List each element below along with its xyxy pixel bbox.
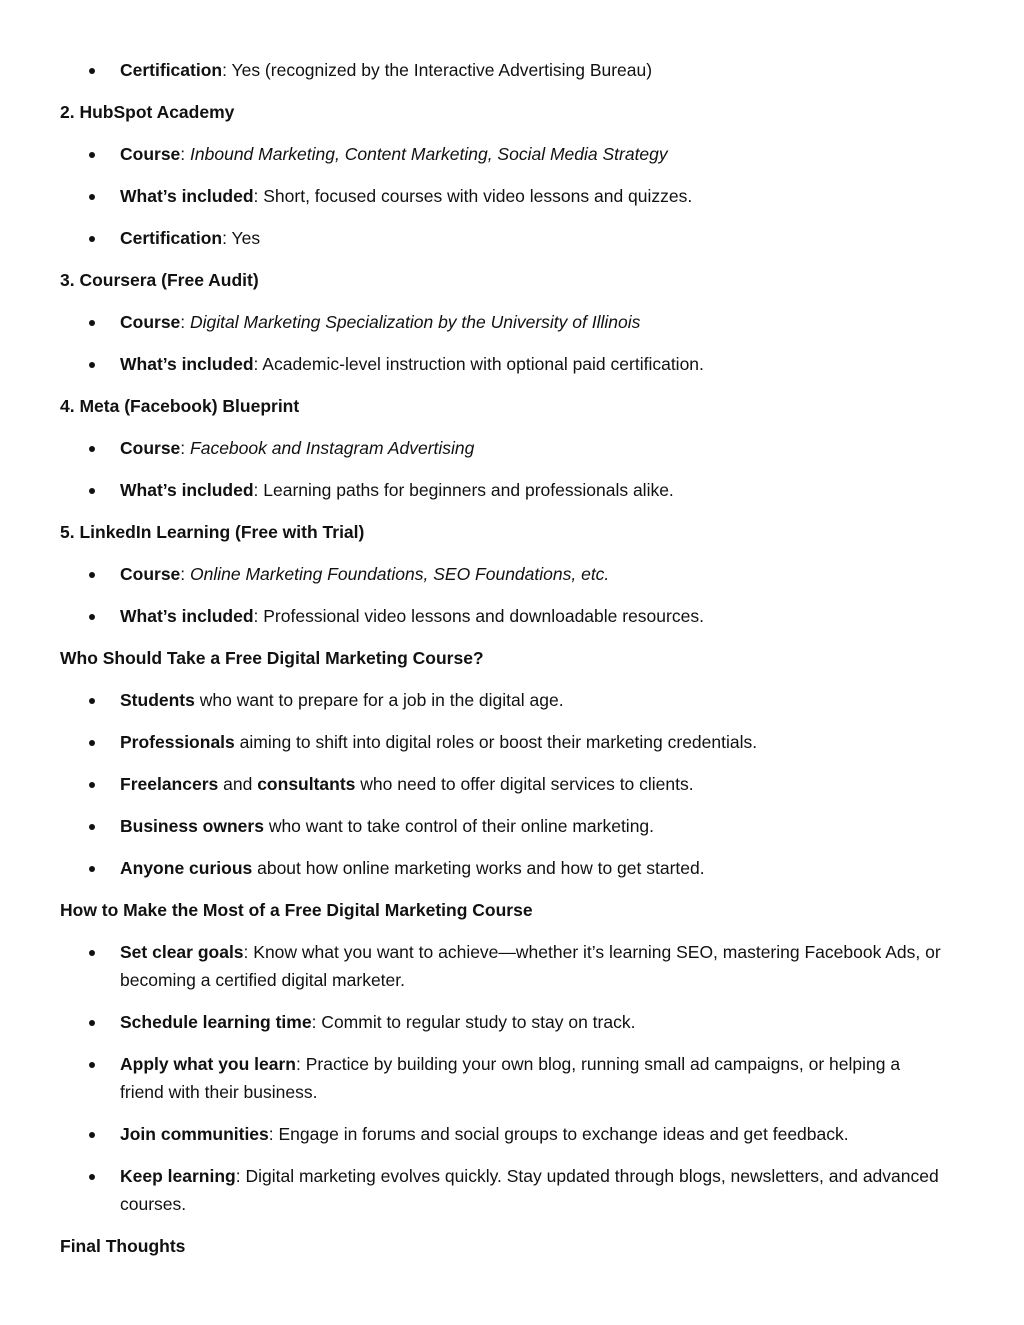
list-item — [60, 56, 964, 84]
item-separator: : — [180, 144, 191, 164]
bullet-icon — [89, 1020, 95, 1026]
item-label: What’s included — [120, 606, 254, 626]
list-item — [60, 350, 964, 378]
bullet-icon — [89, 1174, 95, 1180]
list-item — [60, 476, 964, 504]
item-text: aiming to shift into digital roles or boost their marketing credentials. — [234, 732, 758, 752]
item-label: What’s included — [120, 186, 254, 206]
bullet-icon — [89, 740, 95, 746]
item-label: consultants — [257, 774, 356, 794]
item-label: Set clear goals — [120, 942, 244, 962]
bullet-icon — [89, 1062, 95, 1068]
item-separator: : — [180, 438, 191, 458]
item-label: Anyone curious — [120, 858, 253, 878]
list-item — [60, 602, 964, 630]
item-label: Apply what you learn — [120, 1054, 296, 1074]
list-item — [60, 1120, 964, 1148]
course-name: Inbound Marketing, Content Marketing, Social Media Strategy — [190, 144, 668, 164]
bullet-icon — [89, 866, 95, 872]
bullet-icon — [89, 950, 95, 956]
section-heading-howto: How to Make the Most of a Free Digital Marketing Course — [60, 900, 533, 920]
item-label: Students — [120, 690, 195, 710]
section-heading-hubspot: 2. HubSpot Academy — [60, 102, 235, 122]
list-item — [60, 854, 964, 882]
list-item — [60, 938, 964, 994]
item-text: who want to take control of their online marketing. — [263, 816, 655, 836]
item-label: Course — [120, 564, 181, 584]
bullet-icon — [89, 152, 95, 158]
section-heading-meta: 4. Meta (Facebook) Blueprint — [60, 396, 300, 416]
bullet-icon — [89, 236, 95, 242]
item-label: Certification — [120, 60, 223, 80]
item-label: Keep learning — [120, 1166, 236, 1186]
item-text: who want to prepare for a job in the digital age. — [194, 690, 564, 710]
item-text: : Digital marketing evolves quickly. Stay updated through blogs, newsletters, and advanced courses. — [120, 1166, 939, 1214]
item-text: : Yes — [222, 228, 261, 248]
item-text: : Practice by building your own blog, running small ad campaigns, or helping a friend with their business. — [120, 1054, 901, 1102]
item-label: Certification — [120, 228, 223, 248]
item-label: Business owners — [120, 816, 264, 836]
section-heading-final: Final Thoughts — [60, 1236, 186, 1256]
meta-list — [60, 434, 964, 504]
item-label: Schedule learning time — [120, 1012, 312, 1032]
section-heading-coursera: 3. Coursera (Free Audit) — [60, 270, 259, 290]
item-text: : Yes (recognized by the Interactive Advertising Bureau) — [222, 60, 653, 80]
item-label: Course — [120, 438, 181, 458]
item-text: : Academic-level instruction with optional paid certification. — [253, 354, 704, 374]
item-label: Freelancers — [120, 774, 219, 794]
section-heading-linkedin: 5. LinkedIn Learning (Free with Trial) — [60, 522, 365, 542]
item-separator: : — [180, 564, 191, 584]
bullet-icon — [89, 446, 95, 452]
course-name: Facebook and Instagram Advertising — [190, 438, 475, 458]
bullet-icon — [89, 320, 95, 326]
list-item — [60, 1050, 964, 1106]
list-item — [60, 140, 964, 168]
list-item — [60, 1162, 964, 1218]
bullet-icon — [89, 614, 95, 620]
list-item — [60, 308, 964, 336]
list-item — [60, 1008, 964, 1036]
iab-list — [60, 56, 964, 84]
item-text: who need to offer digital services to clients. — [355, 774, 694, 794]
item-text: : Know what you want to achieve—whether it’s learning SEO, mastering Facebook Ads, or becoming a certified digital marketer. — [120, 942, 941, 990]
item-text: : Engage in forums and social groups to exchange ideas and get feedback. — [268, 1124, 849, 1144]
item-text: about how online marketing works and how to get started. — [252, 858, 705, 878]
item-label: Course — [120, 144, 181, 164]
bullet-icon — [89, 488, 95, 494]
bullet-icon — [89, 782, 95, 788]
item-label: What’s included — [120, 354, 254, 374]
item-conjunction: and — [218, 774, 258, 794]
list-item — [60, 560, 964, 588]
item-label: Course — [120, 312, 181, 332]
list-item — [60, 434, 964, 462]
linkedin-list — [60, 560, 964, 630]
item-label: What’s included — [120, 480, 254, 500]
item-text: : Professional video lessons and downloadable resources. — [253, 606, 704, 626]
bullet-icon — [89, 698, 95, 704]
section-heading-who: Who Should Take a Free Digital Marketing Course? — [60, 648, 484, 668]
hubspot-list — [60, 140, 964, 252]
item-text: : Short, focused courses with video lessons and quizzes. — [253, 186, 693, 206]
howto-list — [60, 938, 964, 1218]
item-separator: : — [180, 312, 191, 332]
list-item — [60, 770, 964, 798]
item-label: Professionals — [120, 732, 235, 752]
who-list — [60, 686, 964, 882]
item-label: Join communities — [120, 1124, 269, 1144]
list-item — [60, 728, 964, 756]
list-item — [60, 686, 964, 714]
bullet-icon — [89, 824, 95, 830]
coursera-list — [60, 308, 964, 378]
course-name: Digital Marketing Specialization by the University of Illinois — [190, 312, 641, 332]
list-item — [60, 224, 964, 252]
bullet-icon — [89, 194, 95, 200]
bullet-icon — [89, 362, 95, 368]
course-name: Online Marketing Foundations, SEO Foundations, etc. — [190, 564, 610, 584]
list-item — [60, 812, 964, 840]
bullet-icon — [89, 1132, 95, 1138]
list-item — [60, 182, 964, 210]
bullet-icon — [89, 572, 95, 578]
item-text: : Learning paths for beginners and professionals alike. — [253, 480, 674, 500]
item-text: : Commit to regular study to stay on track. — [311, 1012, 636, 1032]
bullet-icon — [89, 68, 95, 74]
